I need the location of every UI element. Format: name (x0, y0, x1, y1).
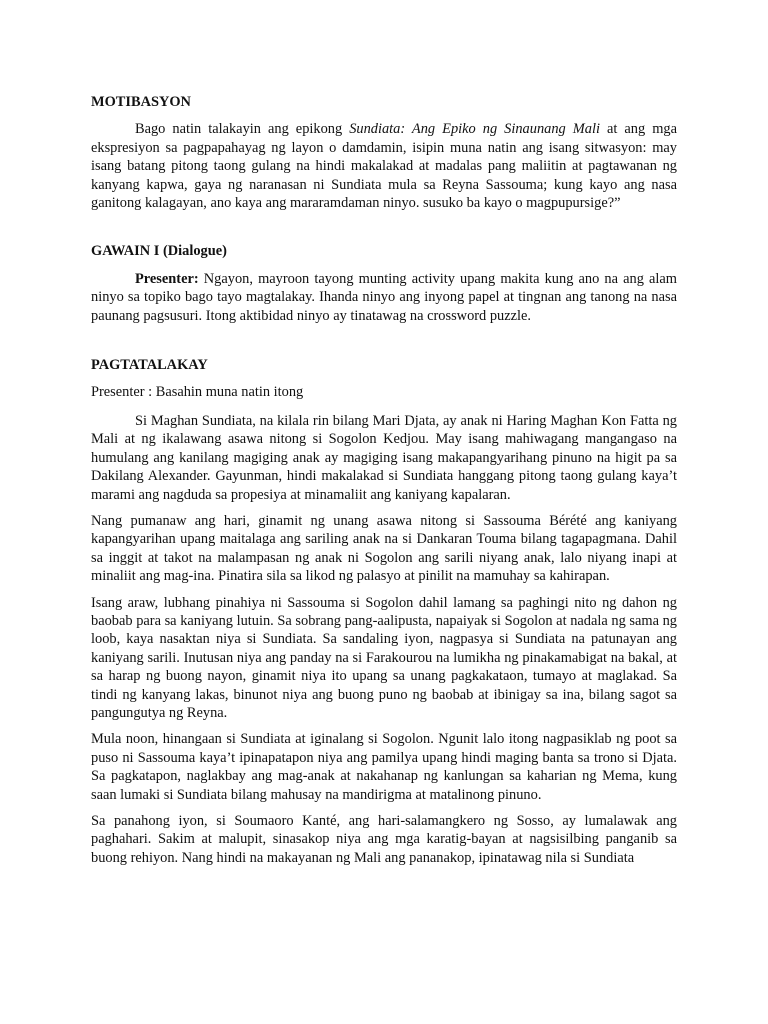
presenter-label: Presenter: (135, 270, 199, 287)
paragraph-gawain (91, 270, 677, 325)
gawain-text: Ngayon, mayroon tayong munting activity upang makita kung ano na ang alam ninyo sa topiko bago tayo magtalakay. Ihanda ninyo ang inyong papel at tingnan ang tanong na nasa paunang pagsusuri. Itong aktibidad ninyo ay tinatawag na crossword puzzle. (91, 270, 677, 324)
heading-pagtatalakay: PAGTATALAKAY (91, 357, 208, 374)
epic-title: Sundiata: Ang Epiko ng Sinaunang Mali (349, 121, 600, 138)
story-paragraph-5: Sa panahong iyon, si Soumaoro Kanté, ang hari-salamangkero ng Sosso, ay lumalawak ang paghahari. Sakim at malupit, sinasakop niya ang mga karatig-bayan at nagsisilbing panganib sa buong rehiyon. Nang hindi na makayanan ng Mali ang pananakop, ipinatawag nila si Sundiata (91, 813, 677, 866)
story-paragraph-1: Si Maghan Sundiata, na kilala rin bilang Mari Djata, ay anak ni Haring Maghan Kon Fatta ng Mali at ng ikalawang asawa nitong si Sogolon Kedjou. May isang mahiwagang mangangaso na humulang ang kanilang magiging anak ay magiging isang makapangyarihang pinuno na higit pa sa Dakilang Alexander. Gayunman, hindi makalakad si Sundiata hanggang pitong taong gulang kaya’t marami ang nagduda sa propesiya at minamaliit ang kaniyang kapalaran. (91, 412, 677, 503)
story-paragraph-3: Isang araw, lubhang pinahiya ni Sassouma si Sogolon dahil lamang sa paghingi nito ng dahon ng baobab para sa kaniyang lutuin. Sa sobrang pang-aalipusta, napaiyak si Sogolon at nadala ng sama ng loob, kaya nasaktan niya si Sundiata. Sa sandaling iyon, nagpasya si Sundiata na patunayan ang kaniyang sarili. Inutusan niya ang panday na si Farakourou na lumikha ng pinakamabigat na bakal, at sa harap ng buong nayon, ginamit niya ito upang sa unang pagkakataon, tumayo at maglakad. Sa tindi ng kanyang lakas, binunot niya ang buong puno ng baobab at ibinigay sa ina, bilang sagot sa pangungutya ng Reyna. (91, 594, 677, 721)
story-paragraph-4: Mula noon, hinangaan si Sundiata at iginalang si Sogolon. Ngunit lalo itong nagpasiklab ng poot sa puso ni Sassouma kaya’t ipinapatapon niya ang pamilya upang hindi maging banta sa trono si Djata. Sa pagkatapon, naglakbay ang mag-anak at nakahanap ng kanlungan sa kaharian ng Mema, kung saan lumaki si Sundiata bilang mahusay na mandirigma at matalinong pinuno. (91, 731, 677, 803)
presenter-intro: Presenter : Basahin muna natin itong (91, 384, 304, 401)
document-body (91, 93, 677, 867)
heading-gawain: GAWAIN I (Dialogue) (91, 243, 227, 260)
paragraph-motibasyon (91, 120, 677, 212)
motibasyon-text-end: at ang mga ekspresiyon sa pagpapahayag ng layon o damdamin, isipin muna natin ang isang sitwasyon: may isang batang pitong taong gulang na hindi makalakad at madalas pang maliitin at pagtawanan ng kanyang kapwa, gaya ng naranasan ni Sundiata mula sa Reyna Sassouma; kung kayo ang nasa ganitong kalagayan, ano kaya ang mararamdaman ninyo. susuko ba kayo o magpupursige?” (91, 121, 677, 212)
motibasyon-text-start: Bago natin talakayin ang epikong (135, 121, 350, 138)
story-paragraph-2: Nang pumanaw ang hari, ginamit ng unang asawa nitong si Sassouma Bérété ang kaniyang kapangyarihan upang maitalaga ang sariling anak na si Dankaran Touma bilang tagapagmana. Dahil sa inggit at takot na malampasan ng anak ni Sogolon ang sarili niyang anak, lalo niyang inapi at minaliit ang mag-ina. Pinatira sila sa likod ng palasyo at pinilit na mamuhay sa kahirapan. (91, 512, 677, 585)
heading-motibasyon: MOTIBASYON (91, 94, 191, 110)
